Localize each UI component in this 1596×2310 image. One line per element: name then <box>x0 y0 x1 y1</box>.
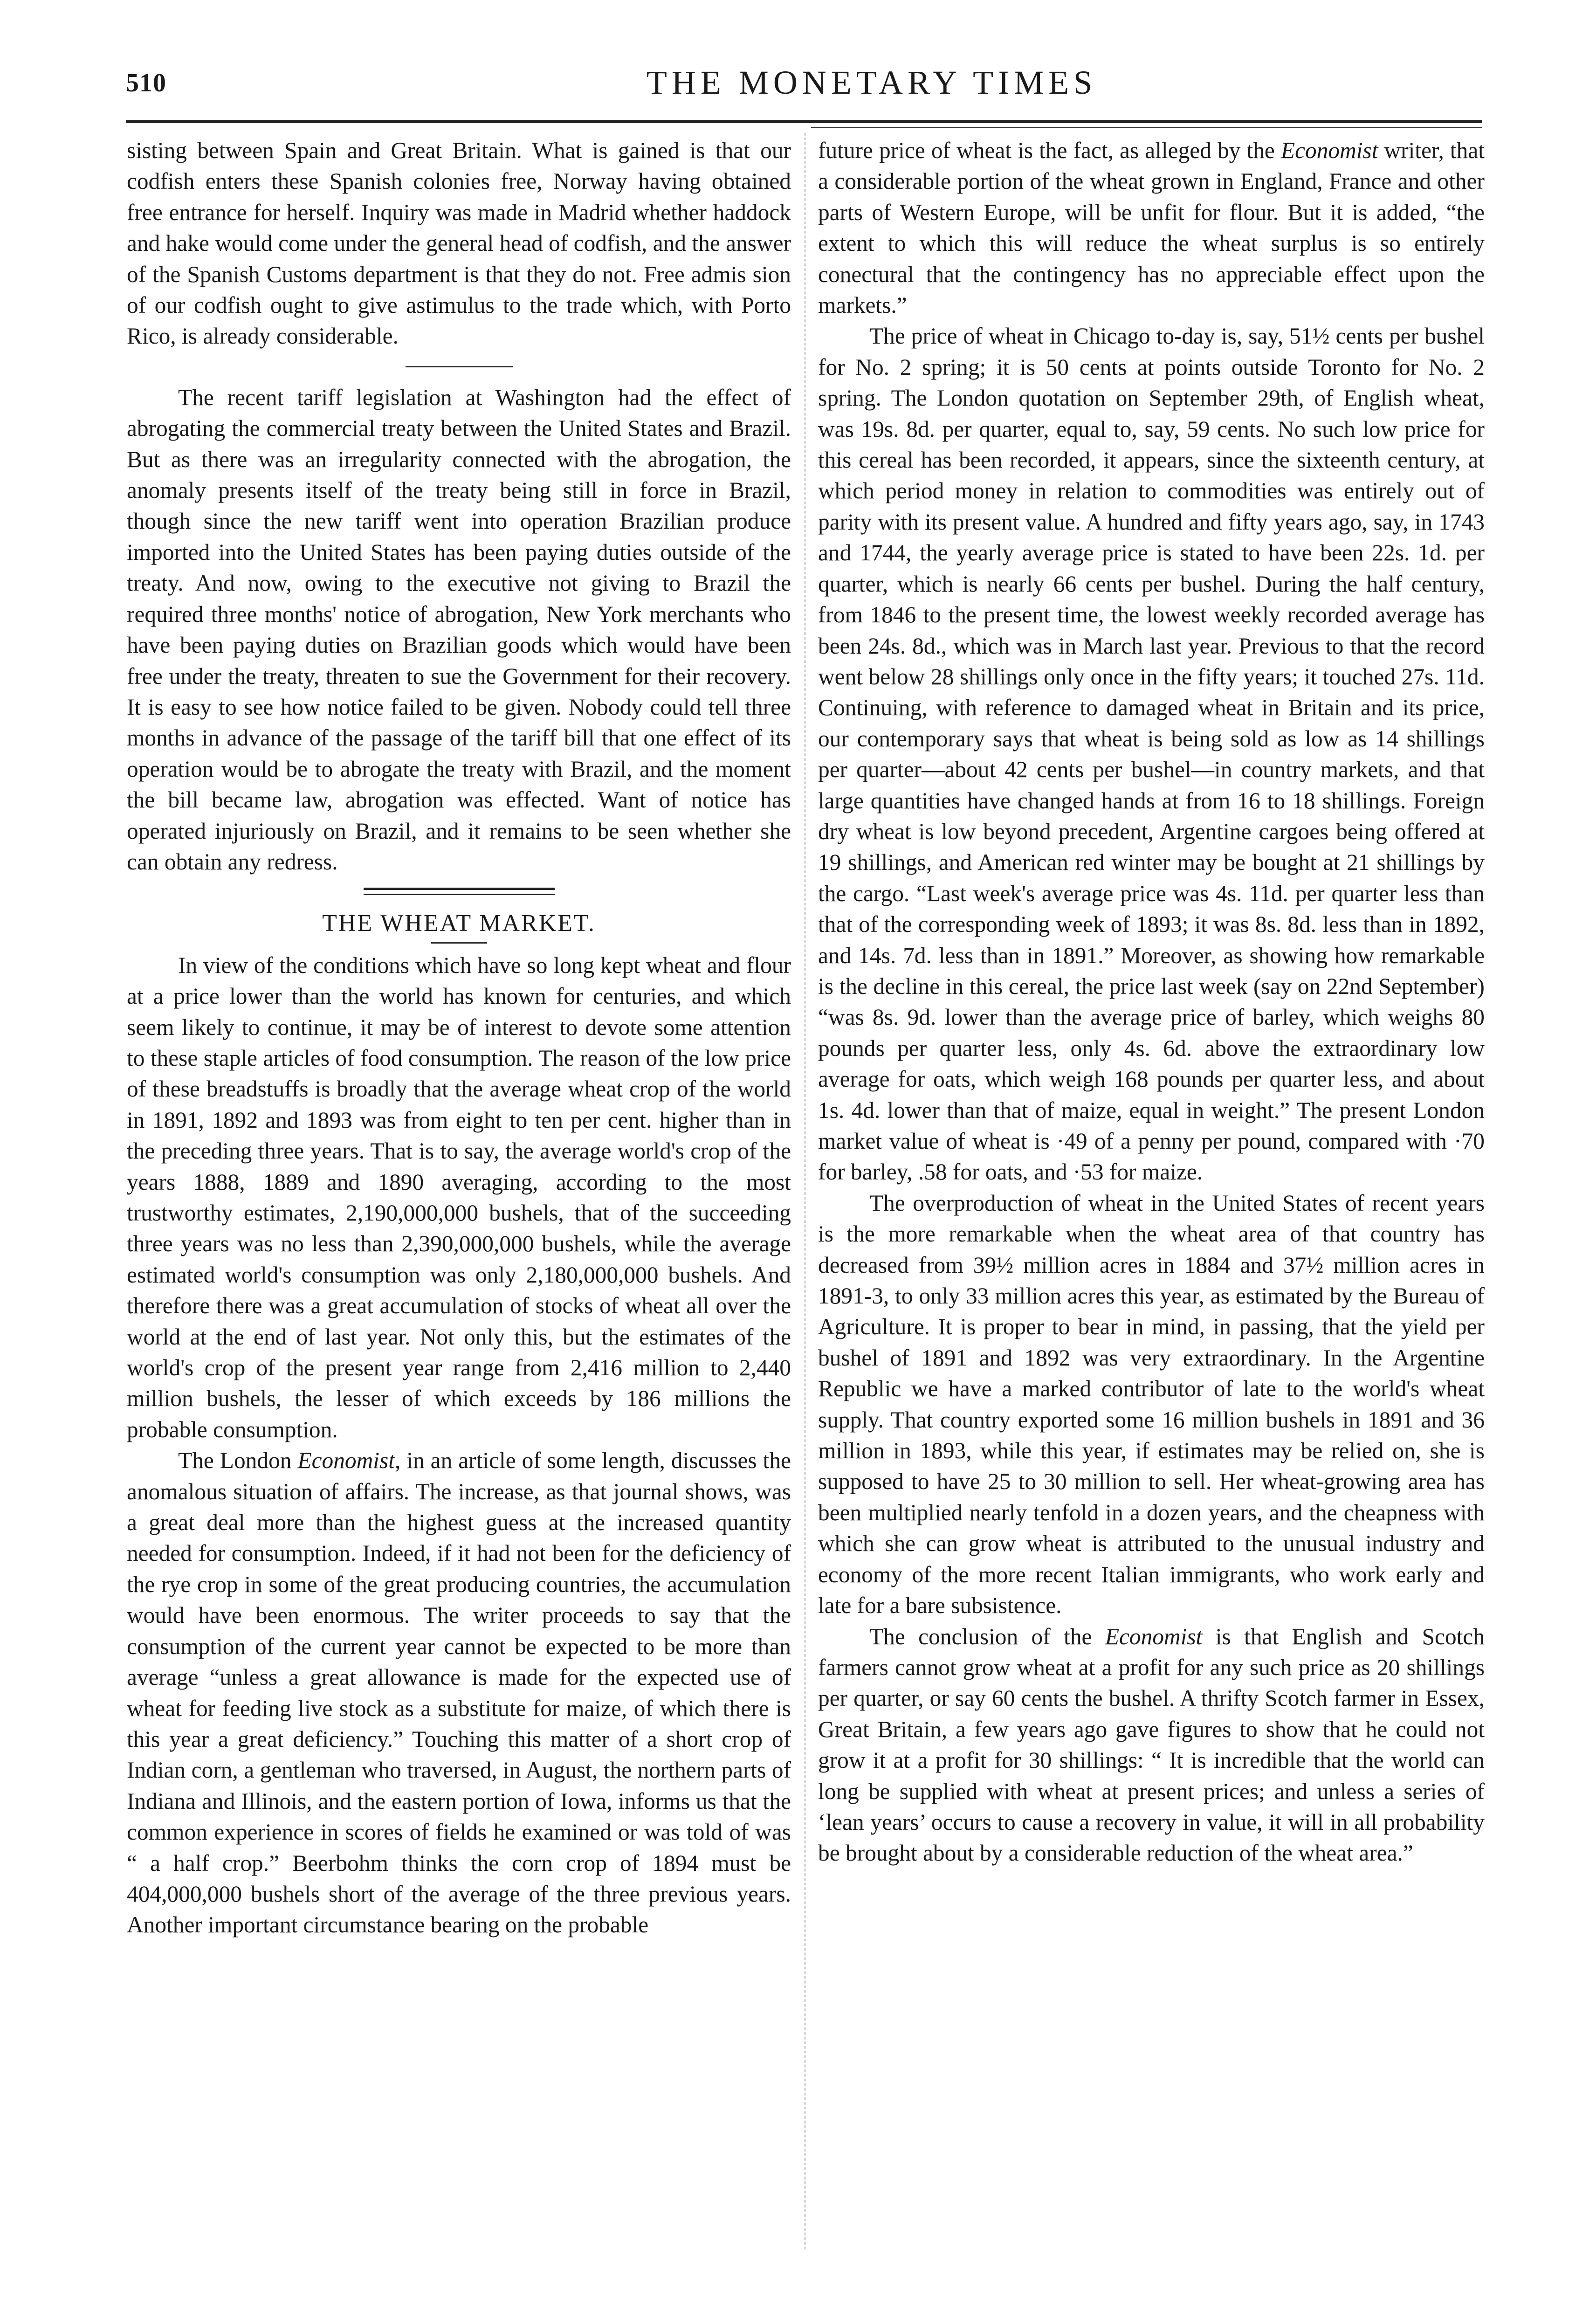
page-number: 510 <box>126 69 166 97</box>
left-column <box>127 135 791 1941</box>
right-column <box>818 135 1485 1869</box>
text-run: is that English and Scotch farmers cannot grow wheat at a profit for any such price as 20 shillings per quarter, or say 60 cents the bushel. A thrifty Scotch farmer in Essex, Great Britain, a few years ago gave figures to show that he could not grow it at a profit for 30 shillings: “ It is incredible that the world can long be supplied with wheat at present prices; and unless a series of ‘lean years’ occurs to cause a recovery in value, it will in all probability be brought about by a considerable reduction of the wheat area.” <box>818 1623 1485 1866</box>
right-paragraph-4 <box>818 1621 1485 1869</box>
masthead-rule <box>126 120 1482 123</box>
right-paragraph-1 <box>818 135 1485 321</box>
text-run: The conclusion of the <box>869 1623 1105 1649</box>
masthead <box>126 63 1482 105</box>
journal-name: Economist <box>297 1448 395 1474</box>
journal-name: Economist <box>1105 1623 1203 1649</box>
heading-underline <box>431 942 487 944</box>
right-paragraph-2: The price of wheat in Chicago to-day is, say, 51½ cents per bushel for No. 2 spring; it is 50 cents at points outside Toronto for No. 2 spring. The London quotation on September 29th, of English wheat, was 19s. 8d. per quarter, equal to, say, 59 cents. No such low price for this cereal has been recorded, it appears, since the sixteenth century, at which period money in relation to commodities was entirely out of parity with its present value. A hundred and fifty years ago, say, in 1743 and 1744, the yearly average price is stated to have been 22s. 1d. per quarter, which is nearly 66 cents per bushel. During the half century, from 1846 to the present time, the lowest weekly recorded average has been 24s. 8d., which was in March last year. Previous to that the record went below 28 shillings only once in the fifty years; it touched 27s. 11d. Continuing, with reference to damaged wheat in Britain and its price, our contemporary says that wheat is being sold as low as 14 shillings per quarter—about 42 cents per bushel—in country markets, and that large quantities have changed hands at from 16 to 18 shillings. Foreign dry wheat is low beyond precedent, Argentine cargoes being offered at 19 shillings, and American red winter may be bought at 21 shillings by the cargo. “Last week's average price was 4s. 11d. per quarter less than that of the corresponding week of 1893; it was 8s. 8d. less than in 1892, and 14s. 7d. less than in 1891.” Moreover, as showing how remarkable is the decline in this cereal, the price last week (say on 22nd September) “was 8s. 9d. lower than the average price of barley, which weighs 80 pounds per quarter less, only 4s. 6d. above the extraordinary low average for oats, which weigh 168 pounds per quarter less, and about 1s. 4d. lower than that of maize, equal in weight.” The present London market value of wheat is ·49 of a penny per pound, compared with ·70 for barley, .58 for oats, and ·53 for maize. <box>818 323 1485 1185</box>
section-heading: THE WHEAT MARKET. <box>322 910 596 937</box>
text-run: future price of wheat is the fact, as alleged by the <box>818 138 1281 163</box>
text-run: The London <box>178 1448 298 1474</box>
right-paragraph-3: The overproduction of wheat in the United States of recent years is the more remarkable when the wheat area of that country has decreased from 39½ million acres in 1884 and 37½ million acres in 1891-3, to only 33 million acres this year, as estimated by the Bureau of Agriculture. It is proper to bear in mind, in passing, that the yield per bushel of 1891 and 1892 was very extraordinary. In the Argentine Republic we have a marked contributor of late to the world's wheat supply. That country exported some 16 million bushels in 1891 and 36 million in 1893, while this year, if estimates may be relied on, she is supposed to have 25 to 30 million to sell. Her wheat-growing area has been multiplied nearly tenfold in a dozen years, and the cheapness with which she can grow wheat is attributed to the unusual industry and economy of the more recent Italian immigrants, who work early and late for a bare subsistence. <box>818 1190 1485 1619</box>
text-run: writer, that a considerable portion of the wheat grown in England, France and other parts of Western Europe, will be unfit for flour. But it is added, “the extent to which this will reduce the wheat surplus is so entirely conectural that the contingency has no appreciable effect upon the markets.” <box>818 138 1485 318</box>
left-paragraph-1: sisting between Spain and Great Britain. What is gained is that our codfish enters these Spanish colonies free, Norway having obtained free entrance for herself. Inquiry was made in Madrid whether haddock and hake would come under the general head of codfish, and the answer of the Spanish Customs department is that they do not. Free admis sion of our codfish ought to give astimulus to the trade which, with Porto Rico, is already considerable. <box>127 138 791 349</box>
section-separator <box>406 366 513 367</box>
left-paragraph-3: In view of the conditions which have so long kept wheat and flour at a price lower than the world has known for centuries, and which seem likely to continue, it may be of interest to devote some attention to these staple articles of food consumption. The reason of the low price of these breadstuffs is broadly that the average wheat crop of the world in 1891, 1892 and 1893 was from eight to ten per cent. higher than in the preceding three years. That is to say, the average world's crop of the years 1888, 1889 and 1890 averaging, according to the most trustworthy estimates, 2,190,000,000 bushels, that of the succeeding three years was no less than 2,390,000,000 bushels, while the average estimated world's consumption was only 2,180,000,000 bushels. And therefore there was a great accumulation of stocks of wheat all over the world at the end of last year. Not only this, but the estimates of the world's crop of the present year range from 2,416 million to 2,440 million bushels, the lesser of which exceeds by 186 millions the probable consumption. <box>127 952 791 1442</box>
left-paragraph-4 <box>127 1445 791 1941</box>
left-paragraph-2: The recent tariff legislation at Washington had the effect of abrogating the commercial treaty between the United States and Brazil. But as there was an irregularity connected with the abrogation, the anomaly presents itself of the treaty being still in force in Brazil, though since the new tariff went into operation Brazilian produce imported into the United States has been paying duties outside of the treaty. And now, owing to the executive not giving to Brazil the required three months' notice of abrogation, New York merchants who have been paying duties on Brazilian goods which would have been free under the treaty, threaten to sue the Government for their recovery. It is easy to see how notice failed to be given. Nobody could tell three months in advance of the passage of the tariff bill that one effect of its operation would be to abrogate the treaty with Brazil, and the moment the bill became law, abrogation was effected. Want of notice has operated injuriously on Brazil, and it remains to be seen whether she can obtain any redress. <box>127 384 791 875</box>
journal-title: THE MONETARY TIMES <box>646 64 1097 101</box>
text-run: , in an article of some length, discusses the anomalous situation of affairs. The increase, as that journal shows, was a great deal more than the highest guess at the increased quantity needed for consumption. Indeed, if it had not been for the deficiency of the rye crop in some of the great producing countries, the accumulation would have been enormous. The writer proceeds to say that the consumption of the current year cannot be expected to be more than average “unless a great allowance is made for the expected use of wheat for feeding live stock as a substitute for maize, of which there is this year a great deficiency.” Touching this matter of a short crop of Indian corn, a gentleman who traversed, in August, the northern parts of Indiana and Illinois, and the eastern portion of Iowa, informs us that the common experience in scores of fields he examined or was told of was “ a half crop.” Beerbohm thinks the corn crop of 1894 must be 404,000,000 bushels short of the average of the three previous years. Another important circumstance bearing on the probable <box>127 1448 791 1938</box>
double-rule-separator <box>364 888 555 895</box>
masthead-rule-secondary <box>811 127 1482 128</box>
journal-name: Economist <box>1280 138 1378 163</box>
